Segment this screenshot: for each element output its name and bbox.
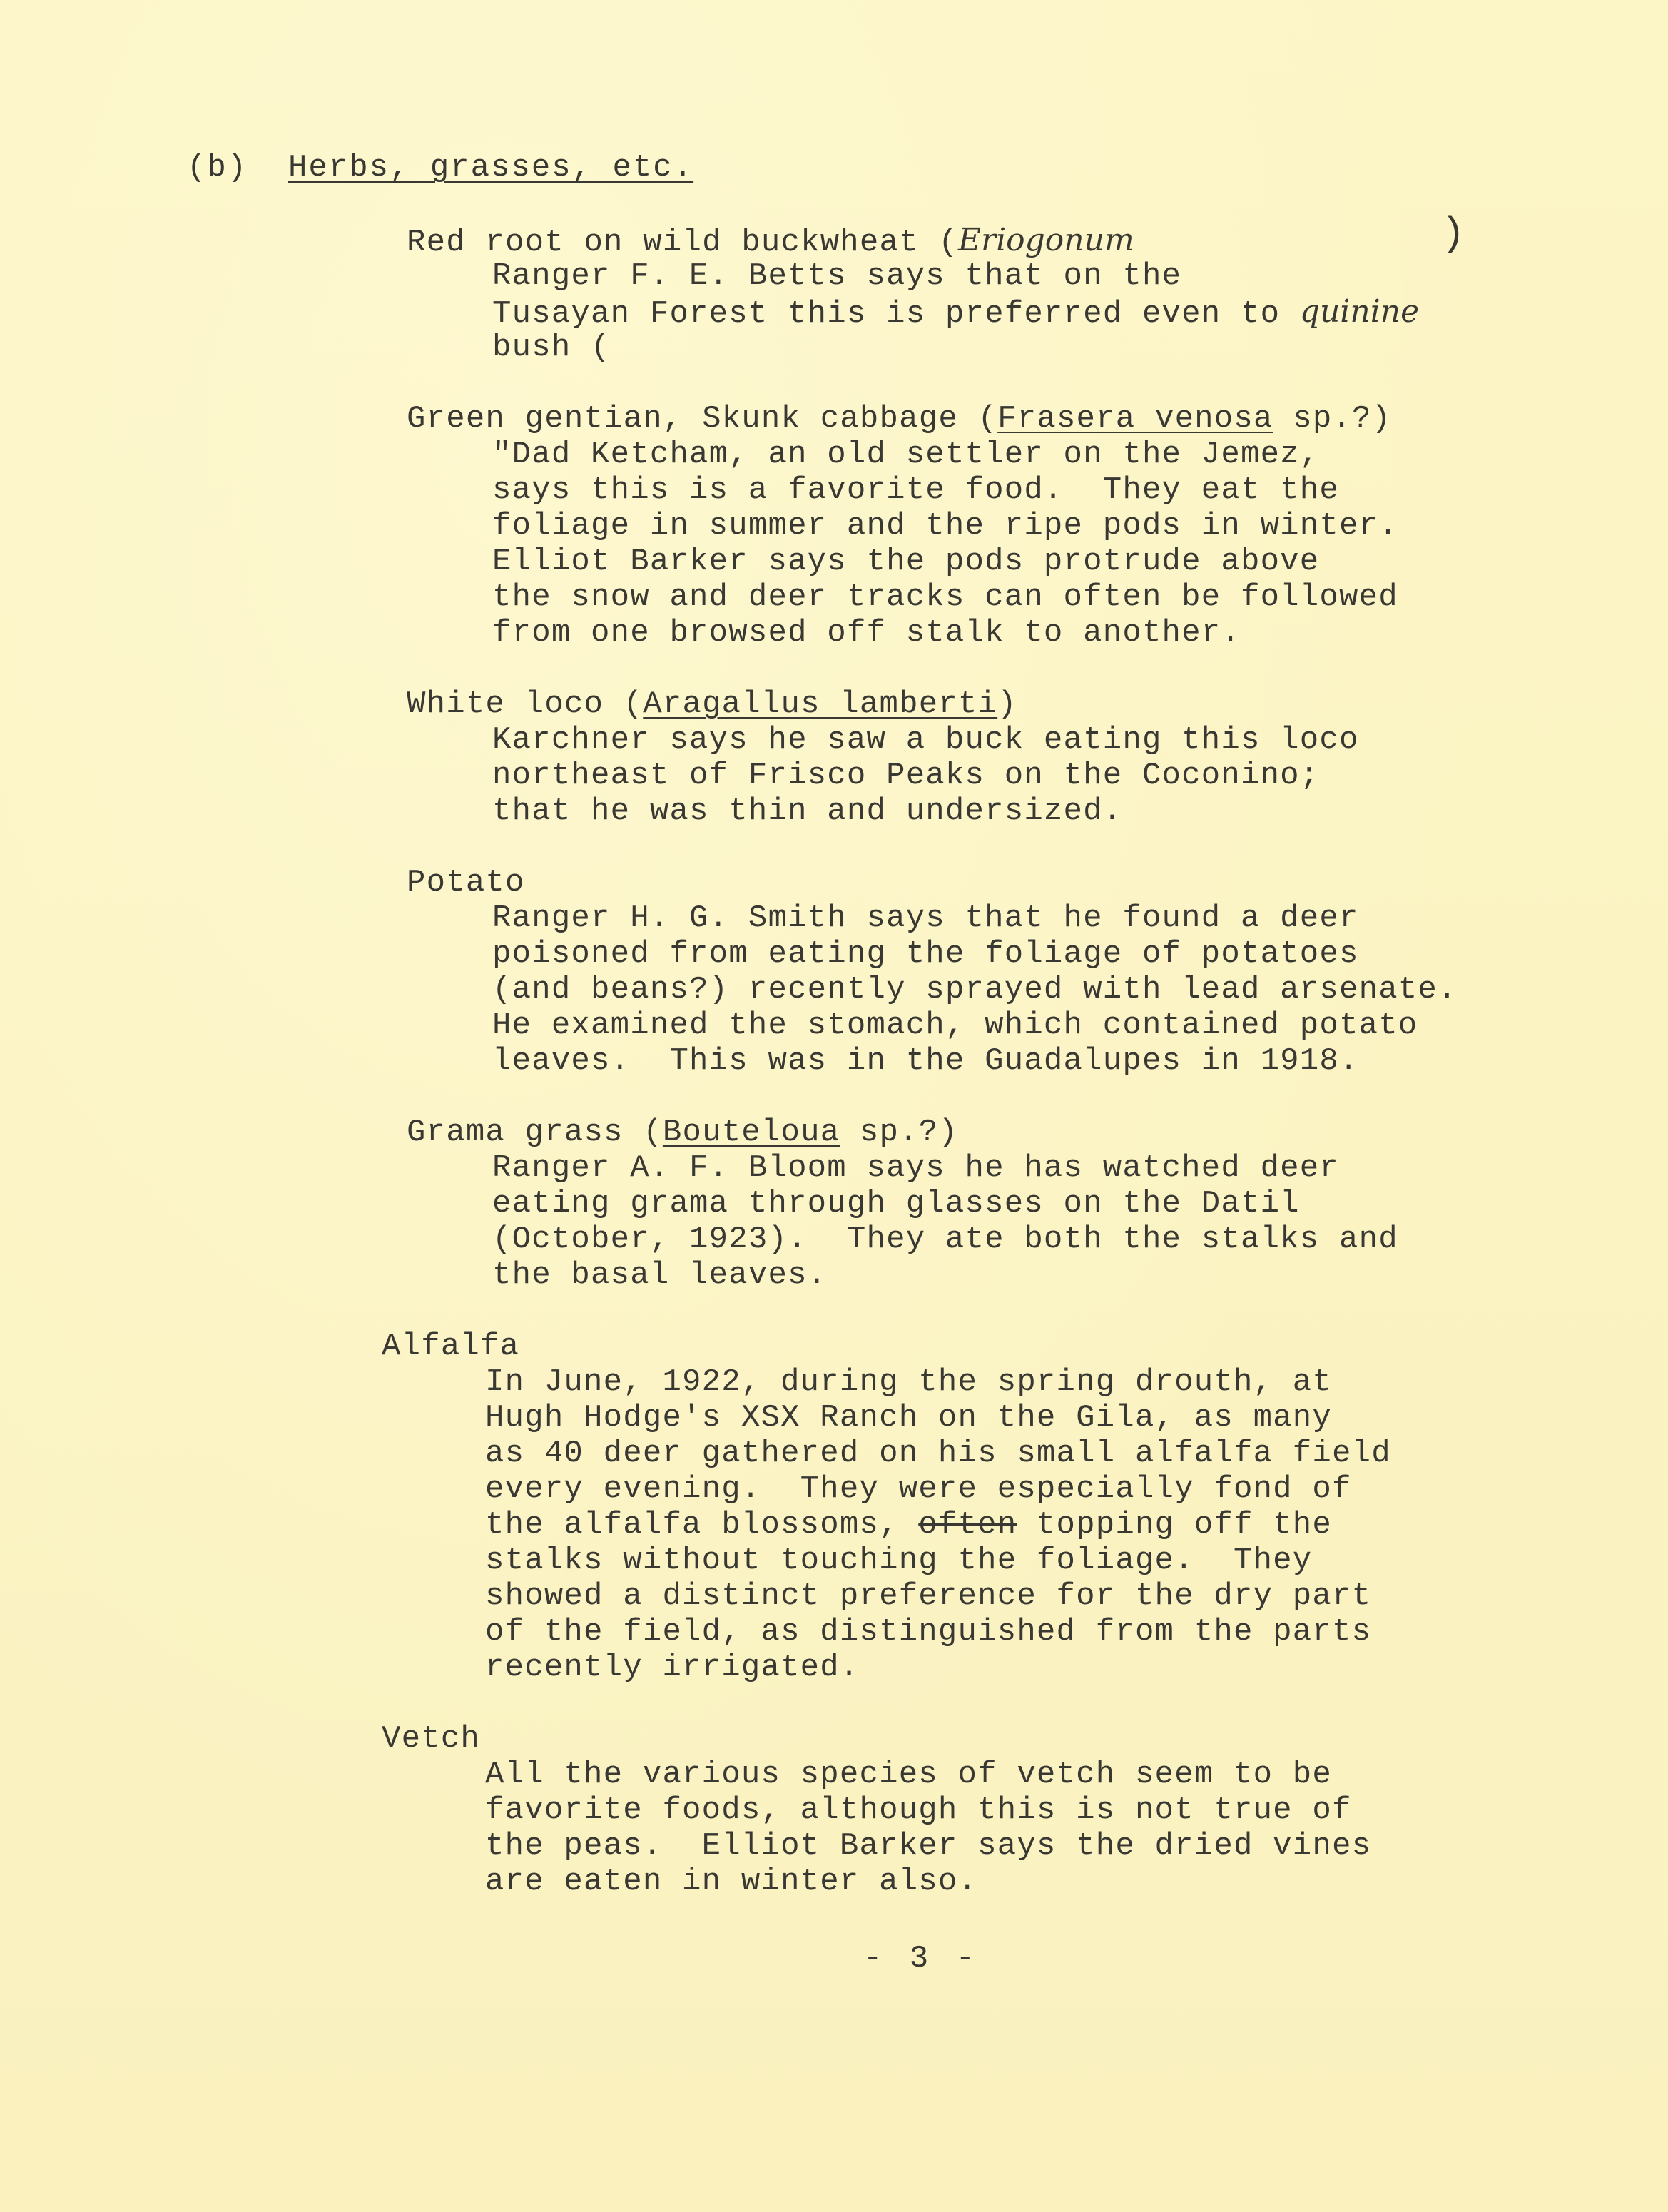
struck-word: often: [918, 1507, 1017, 1543]
entry-text-line: says this is a favorite food. They eat the: [492, 472, 1339, 508]
entry-text-line: Tusayan Forest this is preferred even to quinine: [492, 293, 1420, 332]
entry-text-line: Ranger F. E. Betts says that on the: [492, 258, 1182, 294]
entry-text-line: every evening. They were especially fond of: [485, 1471, 1352, 1507]
entry-text-line: Ranger A. F. Bloom says he has watched deer: [492, 1150, 1339, 1186]
entry-title: Potato: [407, 865, 525, 900]
entry-text-line: the alfalfa blossoms, often topping off the: [485, 1507, 1332, 1543]
entry-text-line: stalks without touching the foliage. They: [485, 1543, 1313, 1578]
handwritten-note: quinine: [1299, 293, 1420, 330]
entry-text-line: All the various species of vetch seem to be: [485, 1757, 1332, 1792]
entry-title: Green gentian, Skunk cabbage (Frasera venosa sp.?): [407, 401, 1392, 437]
entry-text-line: eating grama through glasses on the Datil: [492, 1186, 1300, 1222]
entry-title: Alfalfa: [382, 1329, 520, 1364]
section-heading: [187, 150, 693, 186]
entry-text-line: He examined the stomach, which contained potato: [492, 1008, 1418, 1043]
entry-text-line: the snow and deer tracks can often be followed: [492, 579, 1398, 615]
handwritten-latin-name: Eriogonum: [957, 222, 1134, 258]
entry-title: White loco (Aragallus lamberti): [407, 686, 1017, 722]
entry-text-line: Hugh Hodge's XSX Ranch on the Gila, as many: [485, 1400, 1332, 1436]
entry-text-line: Karchner says he saw a buck eating this loco: [492, 722, 1359, 758]
entry-text-line: as 40 deer gathered on his small alfalfa field: [485, 1436, 1391, 1471]
entry-text-line: foliage in summer and the ripe pods in winter.: [492, 508, 1398, 544]
entry-title: Vetch: [382, 1721, 481, 1757]
entry-text-line: from one browsed off stalk to another.: [492, 615, 1241, 651]
entry-text-line: Elliot Barker says the pods protrude above: [492, 544, 1320, 579]
entry-text-line: leaves. This was in the Guadalupes in 1918.: [492, 1043, 1359, 1079]
entry-text-line: the peas. Elliot Barker says the dried vines: [485, 1828, 1372, 1864]
entry-text-line: that he was thin and undersized.: [492, 793, 1123, 829]
entry-text-line: (October, 1923). They ate both the stalks and: [492, 1222, 1398, 1257]
closing-paren-mark: ): [1441, 211, 1465, 257]
entry-text-line: (and beans?) recently sprayed with lead arsenate.: [492, 972, 1458, 1008]
section-label: (b): [187, 150, 248, 186]
entry-text-line: Ranger H. G. Smith says that he found a deer: [492, 900, 1359, 936]
entry-text-line: recently irrigated.: [485, 1650, 860, 1685]
entry-text-line: favorite foods, although this is not true of: [485, 1792, 1352, 1828]
entry-text-line: "Dad Ketcham, an old settler on the Jemez,: [492, 437, 1320, 472]
entry-text-line: In June, 1922, during the spring drouth, at: [485, 1364, 1332, 1400]
entry-text-line: of the field, as distinguished from the parts: [485, 1614, 1372, 1650]
entry-title: Grama grass (Bouteloua sp.?): [407, 1115, 958, 1150]
entry-text-line: the basal leaves.: [492, 1257, 828, 1293]
entry-text-line: are eaten in winter also.: [485, 1864, 978, 1899]
entry-title: Red root on wild buckwheat (Eriogonum: [407, 222, 1134, 260]
section-title: Herbs, grasses, etc.: [288, 150, 694, 186]
entry-text-line: showed a distinct preference for the dry part: [485, 1578, 1372, 1614]
page-number: - 3 -: [863, 1941, 980, 1977]
entry-text-line: bush (: [492, 330, 611, 365]
entry-text-line: northeast of Frisco Peaks on the Coconino;: [492, 758, 1320, 793]
entry-text-line: poisoned from eating the foliage of potatoes: [492, 936, 1359, 972]
